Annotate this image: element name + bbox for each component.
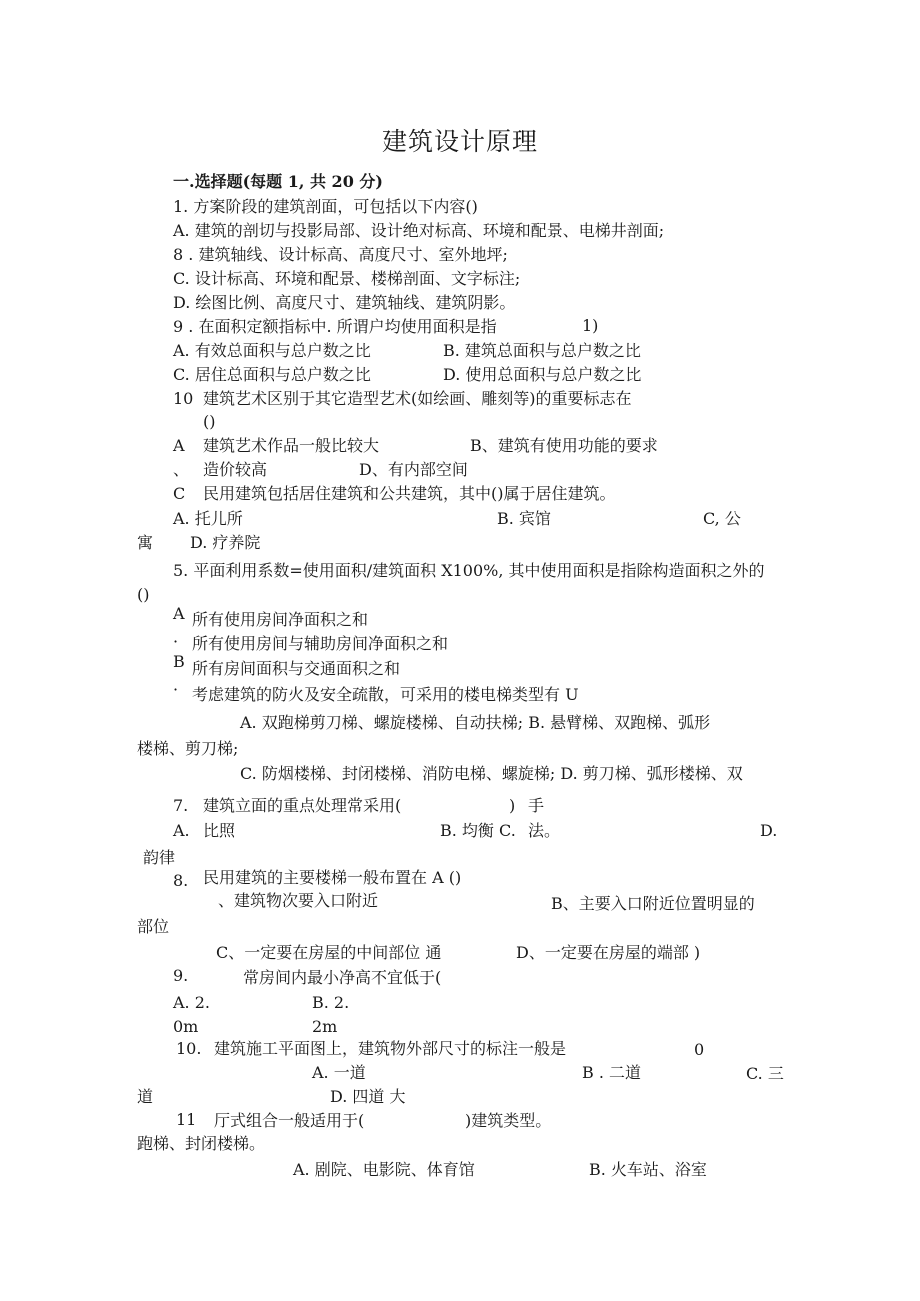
question-10-stem: 建筑施工平面图上，建筑物外部尺寸的标注一般是 [214,1039,567,1058]
question-7-number: 7. [173,796,189,815]
question-5-dot-2: · [173,680,179,699]
question-3-number: 10 [173,389,194,408]
question-2-option-c: C. 居住总面积与总户数之比 [173,365,371,384]
question-7-option-bc: B. 均衡 C. [440,821,516,840]
question-10-option-c-wrap: 道 [137,1087,154,1106]
question-3-option-a: 建筑艺术作品一般比较大 [203,436,380,455]
question-11-stem: 厅式组合一般适用于( [214,1111,365,1130]
question-5-stem: 5. 平面利用系数=使用面积/建筑面积 X100%, 其中使用面积是指除构造面积之外的 [173,561,765,580]
question-11-carryover: 跑梯、封闭楼梯。 [137,1134,266,1153]
question-5-mark-a: A [173,604,185,623]
question-10-option-a: A. 一道 [312,1063,366,1082]
question-9-option-b-wrap: 2m [312,1017,338,1036]
question-3-stem: 建筑艺术区别于其它造型艺术(如绘画、雕刻等)的重要标志在 [203,389,632,408]
question-11-option-a: A. 剧院、电影院、体育馆 [293,1160,475,1179]
question-9-option-a-wrap: 0m [173,1017,199,1036]
question-4-option-d: D. 疗养院 [190,533,261,552]
question-3-option-b: B、建筑有使用功能的要求 [470,436,658,455]
question-8-option-c: C、一定要在房屋的中间部位 通 [216,943,442,962]
question-7-shou: 手 [528,796,545,815]
question-11-option-b: B. 火车站、浴室 [589,1160,707,1179]
question-1-stem: 1. 方案阶段的建筑剖面，可包括以下内容() [173,197,478,216]
question-9-option-b: B. 2. [312,993,350,1012]
question-4-option-a: A. 托儿所 [173,509,243,528]
question-1-option-a: A. 建筑的剖切与投影局部、设计绝对标高、环境和配景、电梯井剖面; [173,221,665,240]
question-2-tail: 1) [582,316,599,335]
page-title: 建筑设计原理 [381,127,538,156]
question-5-option-2: 所有使用房间与辅助房间净面积之和 [192,634,449,653]
question-10-zero: 0 [694,1040,705,1059]
question-10-option-d: D. 四道 大 [330,1087,406,1106]
question-6-stem: 考虑建筑的防火及安全疏散，可采用的楼电梯类型有 U [192,685,579,704]
question-10-number: 10. [176,1039,202,1058]
question-6-option-a: A. 双跑梯剪刀梯、螺旋楼梯、自动扶梯; B. 悬臂梯、双跑梯、弧形 [240,713,711,732]
question-7-fa: 法。 [528,821,561,840]
question-9-number: 9. [173,966,189,985]
question-2-option-d: D. 使用总面积与总户数之比 [443,365,642,384]
question-8-stem: 民用建筑的主要楼梯一般布置在 A () [203,868,462,887]
question-7-yunlv: 韵律 [143,848,176,867]
question-11-number: 11 [176,1110,197,1129]
question-9-option-a: A. 2. [173,993,210,1012]
question-4-option-c: C, 公 [703,509,741,528]
question-5-option-1: 所有使用房间净面积之和 [192,610,369,629]
question-7-close: ) [509,796,516,815]
question-5-dot-1: · [173,632,179,651]
question-2-stem: 9 . 在面积定额指标中. 所谓户均使用面积是指 [173,317,497,336]
question-5-mark-b: B [173,652,185,671]
question-8-option-b-wrap: 部位 [137,917,170,936]
question-2-option-a: A. 有效总面积与总户数之比 [173,341,371,360]
question-3-option-a-mark: A [173,436,185,455]
section-heading: 一.选择题(每题 1, 共 20 分) [173,172,383,191]
question-5-paren: () [137,585,150,604]
question-10-option-c: C. 三 [746,1064,784,1083]
question-2-option-b: B. 建筑总面积与总户数之比 [443,341,641,360]
question-7-stem: 建筑立面的重点处理常采用( [203,796,402,815]
question-10-option-b: B . 二道 [582,1063,642,1082]
question-6-option-c: C. 防烟楼梯、封闭楼梯、消防电梯、螺旋梯; D. 剪刀梯、弧形楼梯、双 [240,764,743,783]
question-5-option-3: 所有房间面积与交通面积之和 [192,659,401,678]
question-7-option-a-mark: A. [173,821,190,840]
question-6-option-b-wrap: 楼梯、剪刀梯; [137,739,239,758]
question-1-option-b: 8 . 建筑轴线、设计标高、高度尺寸、室外地坪; [173,245,508,264]
question-4-mark: C [173,484,186,503]
question-1-option-d: D. 绘图比例、高度尺寸、建筑轴线、建筑阴影。 [173,293,516,312]
question-3-dot: 、 [173,460,190,479]
question-8-number: 8. [173,871,189,890]
question-3-option-d: D、有内部空间 [359,460,468,479]
question-8-option-b: B、主要入口附近位置明显的 [551,894,755,913]
question-8-option-a: 、建筑物次要入口附近 [218,891,379,910]
question-3-option-c: 造价较高 [203,460,268,479]
question-8-option-d: D、一定要在房屋的端部 ) [516,943,701,962]
question-4-option-b: B. 宾馆 [497,509,551,528]
question-1-option-c: C. 设计标高、环境和配景、楼梯剖面、文字标注; [173,269,521,288]
question-4-option-c-wrap: 寓 [137,533,154,552]
question-3-paren: () [203,412,216,431]
question-4-stem: 民用建筑包括居住建筑和公共建筑，其中()属于居住建筑。 [203,484,616,503]
question-11-close: )建筑类型。 [465,1111,552,1130]
question-9-stem: 常房间内最小净高不宜低于( [243,968,442,987]
question-7-option-d: D. [760,821,778,840]
question-7-option-a: 比照 [203,821,236,840]
